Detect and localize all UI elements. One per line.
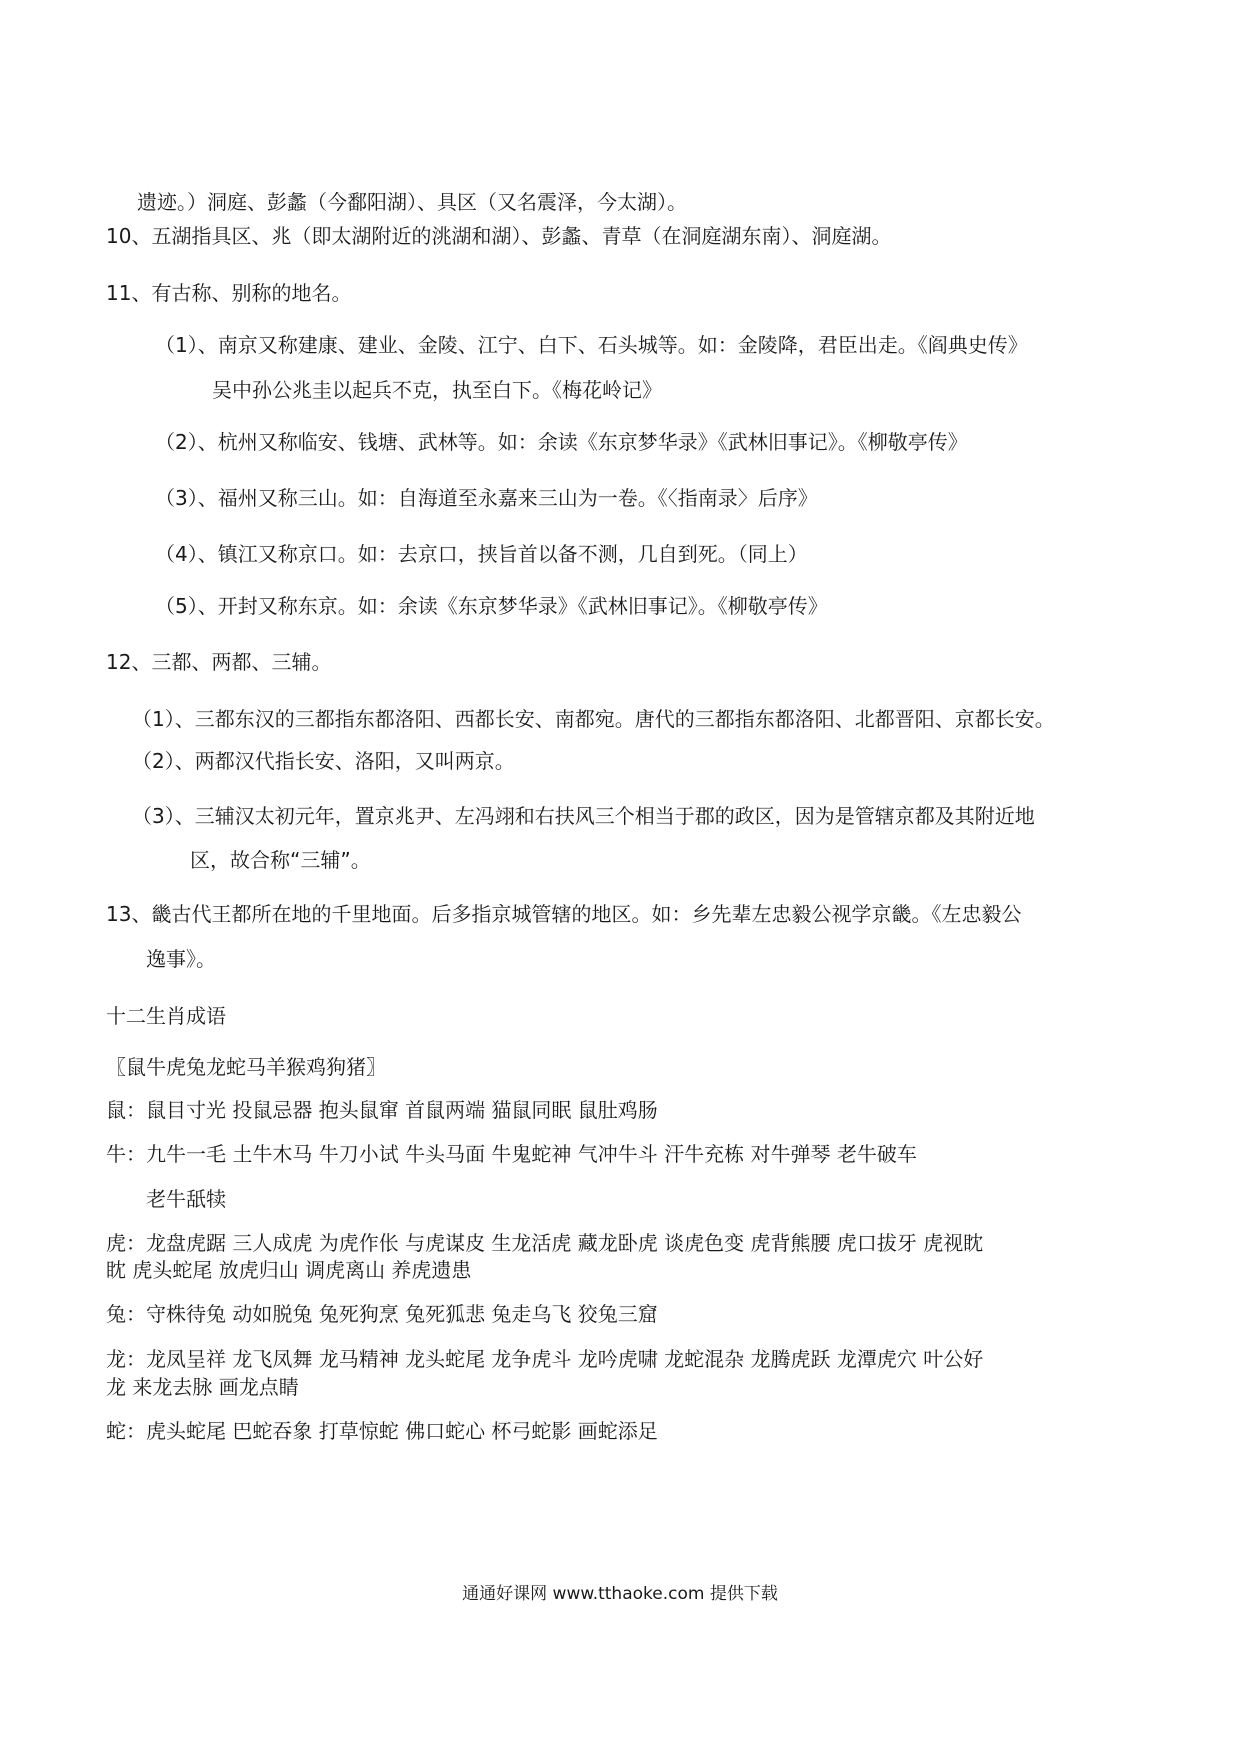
section-heading: 11、有古称、别称的地名。 — [106, 281, 352, 305]
text-line: 遗迹。）洞庭、彭蠡（今鄱阳湖）、具区（又名震泽，今太湖）。 — [137, 190, 687, 214]
text-line: （2）、两都汉代指长安、洛阳，又叫两京。 — [132, 749, 515, 773]
section-heading: 十二生肖成语 — [106, 1004, 226, 1028]
text-line: （3）、三辅汉太初元年，置京兆尹、左冯翊和右扶风三个相当于郡的政区，因为是管辖京都及其附近地 — [132, 804, 1035, 828]
idiom-line: 龙：龙凤呈祥 龙飞凤舞 龙马精神 龙头蛇尾 龙争虎斗 龙吟虎啸 龙蛇混杂 龙腾虎跃 龙潭虎穴 叶公好 — [106, 1347, 984, 1371]
text-line: （2）、杭州又称临安、钱塘、武林等。如：余读《东京梦华录》《武林旧事记》。《柳敬亭传》 — [155, 430, 968, 454]
text-line: （4）、镇江又称京口。如：去京口，挟旨首以备不测，几自到死。（同上） — [155, 542, 808, 566]
text-line: 吴中孙公兆圭以起兵不克，执至白下。《梅花岭记》 — [212, 378, 662, 402]
idiom-line: 蛇：虎头蛇尾 巴蛇吞象 打草惊蛇 佛口蛇心 杯弓蛇影 画蛇添足 — [106, 1419, 658, 1443]
text-line: 〖鼠牛虎兔龙蛇马羊猴鸡狗猪〗 — [106, 1055, 386, 1079]
idiom-line: 牛：九牛一毛 土牛木马 牛刀小试 牛头马面 牛鬼蛇神 气冲牛斗 汗牛充栋 对牛弹琴 老牛破车 — [106, 1142, 917, 1166]
section-heading: 12、三都、两都、三辅。 — [106, 650, 332, 674]
idiom-line: 眈 虎头蛇尾 放虎归山 调虎离山 养虎遗患 — [106, 1258, 472, 1282]
text-line: 10、五湖指具区、兆（即太湖附近的洮湖和湖）、彭蠡、青草（在洞庭湖东南）、洞庭湖。 — [106, 224, 892, 248]
text-line: （1）、三都东汉的三都指东都洛阳、西都长安、南都宛。唐代的三都指东都洛阳、北都晋阳、京都长安。 — [132, 707, 1055, 731]
text-line: 逸事》。 — [146, 947, 216, 971]
page-footer: 通通好课网 www.tthaoke.com 提供下载 — [462, 1584, 778, 1604]
idiom-line: 龙 来龙去脉 画龙点睛 — [106, 1375, 299, 1399]
text-line: 13、畿古代王都所在地的千里地面。后多指京城管辖的地区。如：乡先辈左忠毅公视学京畿。《左忠毅公 — [106, 902, 1022, 926]
text-line: （3）、福州又称三山。如：自海道至永嘉来三山为一卷。《〈指南录〉后序》 — [155, 486, 818, 510]
text-line: 区，故合称“三辅”。 — [190, 848, 371, 872]
text-line: （1）、南京又称建康、建业、金陵、江宁、白下、石头城等。如：金陵降，君臣出走。《阎典史传》 — [155, 333, 1028, 357]
idiom-line: 虎：龙盘虎踞 三人成虎 为虎作伥 与虎谋皮 生龙活虎 藏龙卧虎 谈虎色变 虎背熊腰 虎口拔牙 虎视眈 — [106, 1231, 984, 1255]
idiom-line: 鼠：鼠目寸光 投鼠忌器 抱头鼠窜 首鼠两端 猫鼠同眠 鼠肚鸡肠 — [106, 1098, 658, 1122]
idiom-line: 老牛舐犊 — [146, 1187, 226, 1211]
text-line: （5）、开封又称东京。如：余读《东京梦华录》《武林旧事记》。《柳敬亭传》 — [155, 594, 828, 618]
idiom-line: 兔：守株待兔 动如脱兔 兔死狗烹 兔死狐悲 兔走乌飞 狡兔三窟 — [106, 1302, 658, 1326]
